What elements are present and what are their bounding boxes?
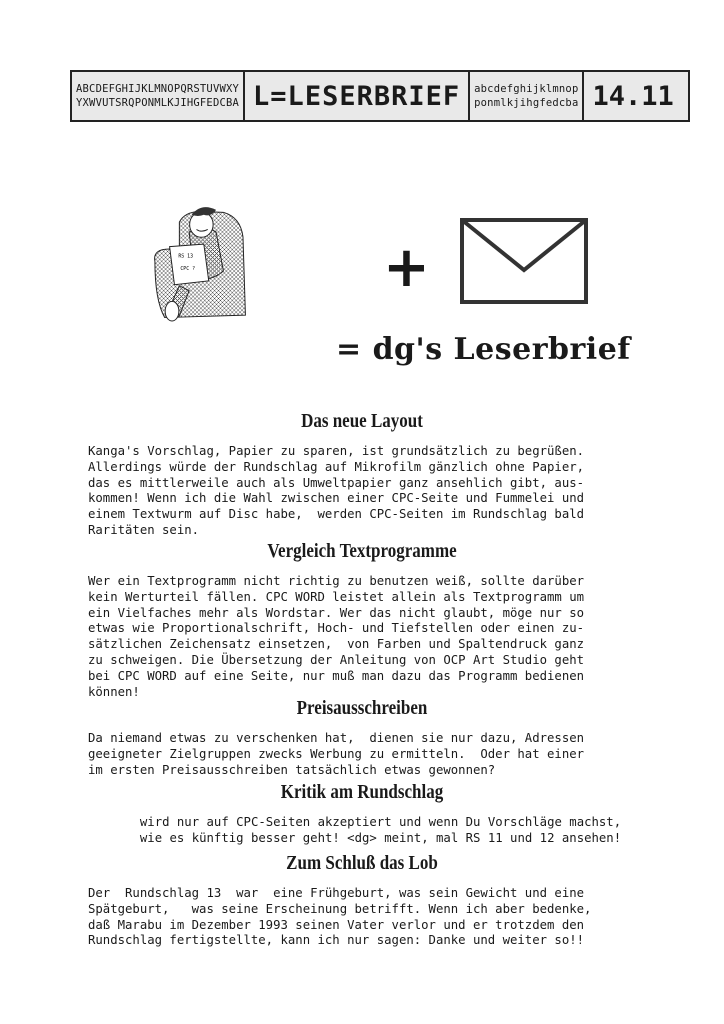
paper-text-1: RS 13 bbox=[178, 253, 194, 260]
plus-icon: + bbox=[383, 235, 430, 300]
section-heading-kritik: Kritik am Rundschlag bbox=[280, 781, 444, 803]
alphabet-upper-block bbox=[72, 72, 245, 120]
section-body-kritik: wird nur auf CPC-Seiten akzeptiert und wenn Du Vorschläge machst, wie es künftig besser geht! <dg> meint, mal RS 11 und 12 ansehen! bbox=[139, 815, 622, 845]
alphabet-upper: ABCDEFGHIJKLMNOPQRSTUVWXY bbox=[76, 83, 240, 95]
section-heading-preisausschreiben: Preisausschreiben bbox=[296, 697, 428, 719]
alphabet-lower: abcdefghijklmnop bbox=[474, 83, 579, 95]
alphabet-lower-block bbox=[470, 72, 584, 120]
paper-text-2: CPC ? bbox=[180, 266, 196, 273]
illustration-caption: = dg's Leserbrief bbox=[336, 332, 631, 367]
section-body-layout: Kanga's Vorschlag, Papier zu sparen, ist grundsätzlich zu begrüßen. Allerdings würde der Rundschlag auf Mikrofilm gänzlich ohne Papier, das es mittlerweile auch als Umweltpapier ganz ansehlich gibt, aus- kommen! Wenn ich die Wahl zwischen einer CPC-Seite und Fummelei und einem Textwurm auf Disc habe, werden CPC-Seiten im Rundschlag bald Raritäten sein. bbox=[88, 444, 585, 537]
header-banner bbox=[70, 70, 690, 122]
alphabet-upper-reversed: YXWVUTSRQPONMLKJIHGFEDCBA bbox=[76, 97, 240, 109]
section-body-preisausschreiben: Da niemand etwas zu verschenken hat, dienen sie nur dazu, Adressen geeigneter Zielgruppen zwecks Werbung zu ermitteln. Oder hat einer im ersten Preisausschreiben tatsächlich etwas gewonnen? bbox=[88, 731, 585, 777]
page-title: L=LESERBRIEF bbox=[245, 72, 470, 120]
section-body-textprogramme: Wer ein Textprogramm nicht richtig zu benutzen weiß, sollte darüber kein Werturteil fällen. CPC WORD leistet allein als Textprogramm um ein Vielfaches mehr als Wordstar. Wer das nicht glaubt, möge nur so etwas wie Proportionalschrift, Hoch- und Tiefstellen oder einen zu- sätzlichen Zeichensatz einsetzen, von Farben und Spaltendruck ganz zu schweigen. Die Übersetzung der Anleitung von OCP Art Studio geht bei CPC WORD auf eine Seite, nur muß man dazu das Programm bedienen können! bbox=[88, 574, 585, 699]
section-heading-lob: Zum Schluß das Lob bbox=[286, 852, 438, 874]
section-heading-layout: Das neue Layout bbox=[301, 410, 423, 432]
issue-date: 14.11 bbox=[592, 80, 674, 112]
envelope-icon bbox=[460, 218, 588, 304]
alphabet-lower-reversed: ponmlkjihgfedcba bbox=[474, 97, 579, 109]
section-body-lob: Der Rundschlag 13 war eine Frühgeburt, was sein Gewicht und eine Spätgeburt, was seine Erscheinung betrifft. Wenn ich aber bedenke, daß Marabu im Dezember 1993 seinen Vater verlor und er trotzdem den Rundschlag fertigstellte, kann ich nur sagen: Danke und weiter so!! bbox=[88, 886, 592, 948]
section-heading-textprogramme: Vergleich Textprogramme bbox=[267, 540, 457, 562]
